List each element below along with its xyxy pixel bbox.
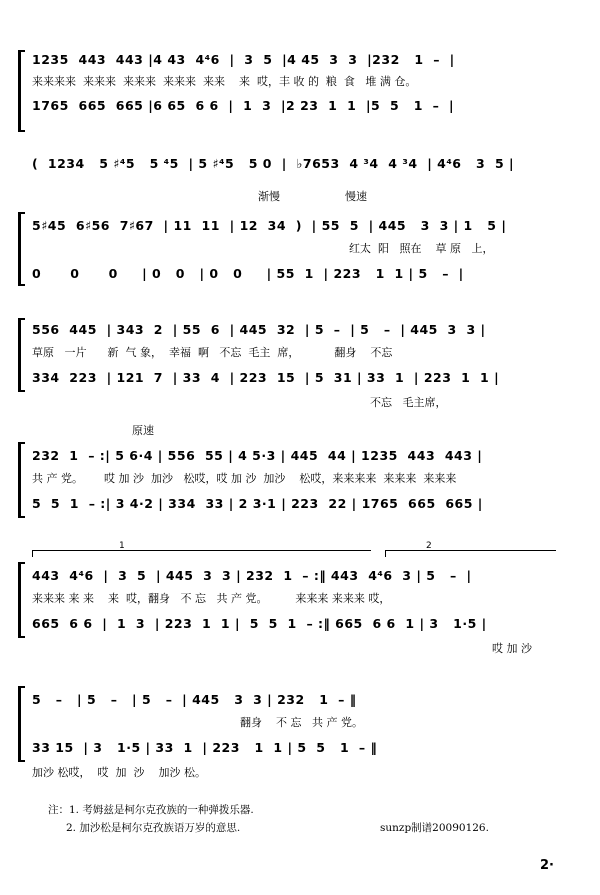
- upper-staff: 1235 443 443 |4 43 4⁴6 | 3 5 |4 45 3 3 |232 1 – |: [32, 52, 455, 67]
- lower-staff: 5 5 1 – :| 3 4·2 | 334 33 | 2 3·1 | 223 22 | 1765 665 665 |: [32, 496, 483, 511]
- lyrics-line: 来来来 来 来 来 哎，翻身 不 忘 共 产 党。 来来来 来来来 哎，: [32, 592, 391, 605]
- system-bracket: [18, 686, 25, 762]
- upper-staff: 5♯45 6♯56 7♯67 | 11 11 | 12 34 ) | 55 5 | 445 3 3 | 1 5 |: [32, 218, 507, 233]
- lyrics-line-lower: 哎 加 沙: [492, 642, 532, 655]
- system-bracket: [18, 562, 25, 638]
- lower-staff: 334 223 | 121 7 | 33 4 | 223 15 | 5 31 | 33 1 | 223 1 1 |: [32, 370, 500, 385]
- lower-staff: 1765 665 665 |6 65 6 6 | 1 3 |2 23 1 1 |5 5 1 – |: [32, 98, 455, 113]
- volta-number: 1: [119, 541, 125, 551]
- footnote-1: 注：1. 考姆兹是柯尔克孜族的一种弹拨乐器.: [48, 804, 254, 816]
- system-4: [0, 308, 600, 418]
- system-3: [0, 188, 600, 288]
- lyrics-line: 草原 一片 新 气 象， 幸福 啊 不忘 毛主 席， 翻身 不忘: [32, 346, 393, 359]
- system-5: [0, 420, 600, 520]
- volta-bracket-1: [32, 541, 371, 557]
- tempo-mark: 原速: [132, 424, 154, 437]
- lower-staff: 0 0 0 | 0 0 | 0 0 | 55 1 | 223 1 1 | 5 – |: [32, 266, 464, 281]
- footnote-2: 2. 加沙松是柯尔克孜族语万岁的意思.: [66, 822, 241, 834]
- transcriber-credit: sunzp制谱20090126.: [380, 822, 489, 834]
- upper-staff: 556 445 | 343 2 | 55 6 | 445 32 | 5 – | 5 – | 445 3 3 |: [32, 322, 486, 337]
- system-1: [0, 40, 600, 130]
- volta-bracket-2: [385, 541, 556, 557]
- lyrics-line-lower: 不忘 毛主席，: [370, 396, 447, 409]
- system-bracket: [18, 442, 25, 518]
- tempo-mark: 渐慢: [258, 190, 280, 203]
- lyrics-line: 翻身 不 忘 共 产 党。: [240, 716, 363, 729]
- upper-staff: 5 – | 5 – | 5 – | 445 3 3 | 232 1 – ‖: [32, 692, 357, 707]
- page-number: 2·: [540, 858, 554, 873]
- system-6: [0, 540, 600, 660]
- upper-staff: 232 1 – :| 5 6·4 | 556 55 | 4 5·3 | 445 44 | 1235 443 443 |: [32, 448, 483, 463]
- lower-staff: 665 6 6 | 1 3 | 223 1 1 | 5 5 1 – :‖ 665 6 6 1 | 3 1·5 |: [32, 616, 487, 631]
- interlude-staff: ( 1234 5 ♯⁴5 5 ⁴5 | 5 ♯⁴5 5 0 | ♭7653 4 ³4 4 ³4 | 4⁴6 3 5 |: [32, 156, 515, 171]
- system-2: [0, 150, 600, 180]
- lower-staff: 33 15 | 3 1·5 | 33 1 | 223 1 1 | 5 5 1 – ‖: [32, 740, 378, 755]
- lyrics-line: 红太 阳 照在 草 原 上，: [349, 242, 494, 255]
- upper-staff: 443 4⁴6 | 3 5 | 445 3 3 | 232 1 – :‖ 443 4⁴6 3 | 5 – |: [32, 568, 472, 583]
- system-bracket: [18, 212, 25, 286]
- volta-number: 2: [426, 541, 432, 551]
- lyrics-line-lower: 加沙 松哎， 哎 加 沙 加沙 松。: [32, 766, 206, 779]
- system-7: [0, 680, 600, 780]
- system-bracket: [18, 50, 25, 132]
- lyrics-line: 来来来来 来来来 来来来 来来来 来来 来 哎，丰 收 的 粮 食 堆 满 仓。: [32, 75, 417, 88]
- tempo-mark: 慢速: [345, 190, 367, 203]
- system-bracket: [18, 318, 25, 392]
- lyrics-line: 共 产 党。 哎 加 沙 加沙 松哎，哎 加 沙 加沙 松哎，来来来来 来来来 来来来: [32, 472, 457, 485]
